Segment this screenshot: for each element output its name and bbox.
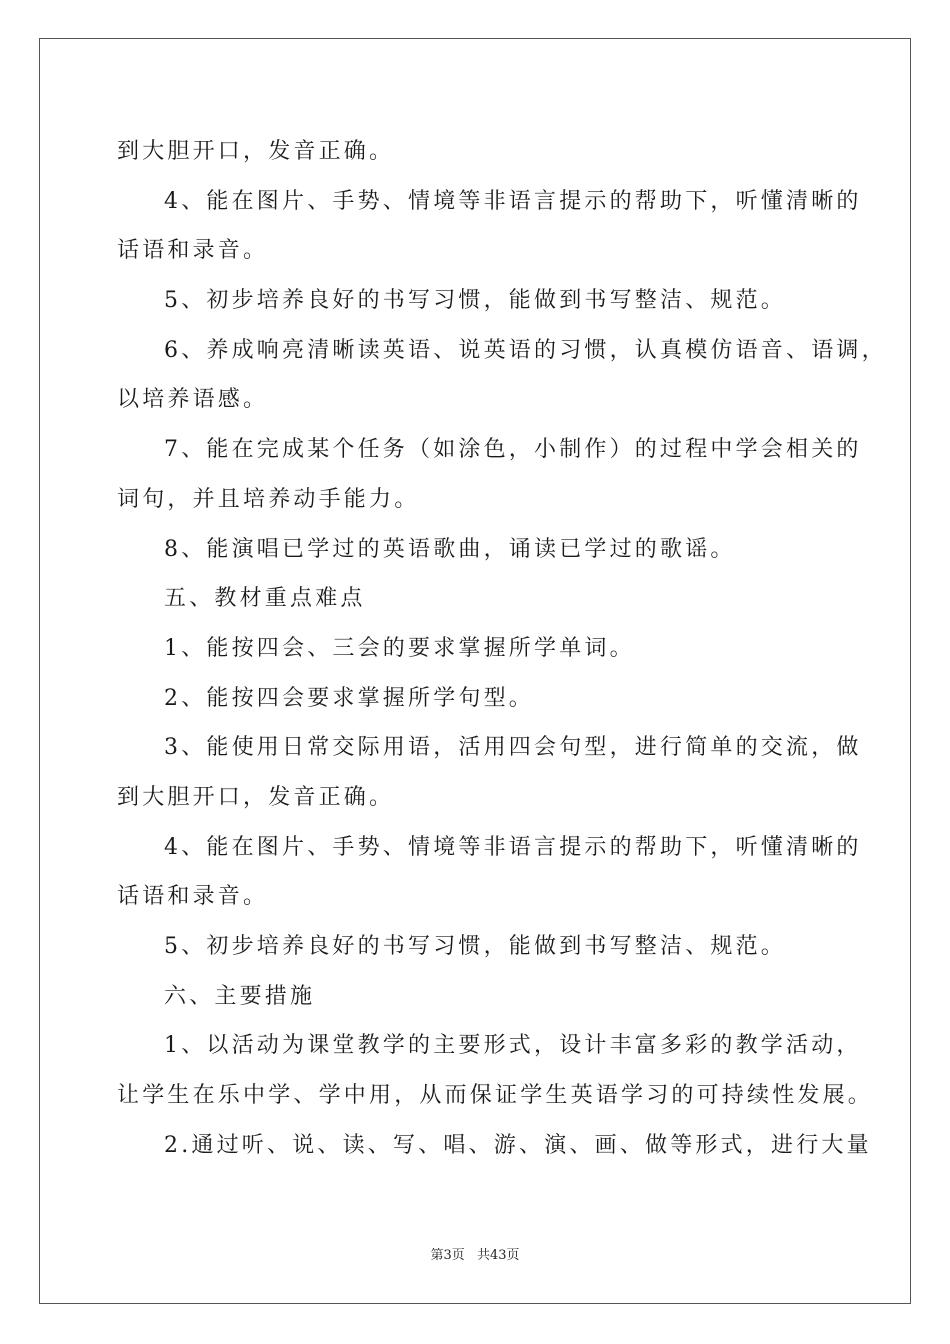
text-line: 到大胆开口，发音正确。	[117, 139, 395, 164]
text-line: 4、能在图片、手势、情境等非语言提示的帮助下，听懂清晰的	[164, 834, 862, 860]
text-line: 话语和录音。	[117, 238, 269, 264]
text-line: 词句，并且培养动手能力。	[117, 486, 420, 512]
text-line: 6、养成响亮清晰读英语、说英语的习惯，认真模仿语音、语调，	[164, 337, 887, 363]
page-number: 第3页	[430, 1248, 465, 1263]
document-body	[117, 127, 887, 1170]
text-line: 2.通过听、说、读、写、唱、游、演、画、做等形式，进行大量	[164, 1132, 872, 1158]
page-footer	[0, 1244, 950, 1263]
text-line: 8、能演唱已学过的英语歌曲，诵读已学过的歌谣。	[164, 536, 736, 562]
text-line: 让学生在乐中学、学中用，从而保证学生英语学习的可持续性发展。	[117, 1083, 874, 1109]
text-line: 到大胆开口，发音正确。	[117, 784, 395, 810]
text-line: 1、能按四会、三会的要求掌握所学单词。	[164, 635, 635, 661]
text-line: 2、能按四会要求掌握所学句型。	[164, 685, 534, 711]
text-line: 话语和录音。	[117, 884, 269, 910]
text-line: 7、能在完成某个任务（如涂色，小制作）的过程中学会相关的	[164, 437, 862, 463]
text-line: 1、以活动为课堂教学的主要形式，设计丰富多彩的教学活动，	[164, 1033, 862, 1059]
total-pages: 共43页	[476, 1248, 520, 1263]
text-line: 4、能在图片、手势、情境等非语言提示的帮助下，听懂清晰的	[164, 188, 862, 214]
text-line: 5、初步培养良好的书写习惯，能做到书写整洁、规范。	[164, 934, 786, 959]
text-line: 5、初步培养良好的书写习惯，能做到书写整洁、规范。	[164, 288, 786, 314]
text-line: 以培养语感。	[117, 387, 269, 413]
section-heading: 五、教材重点难点	[164, 586, 366, 612]
section-heading: 六、主要措施	[164, 983, 316, 1009]
text-line: 3、能使用日常交际用语，活用四会句型，进行简单的交流，做	[164, 735, 862, 761]
